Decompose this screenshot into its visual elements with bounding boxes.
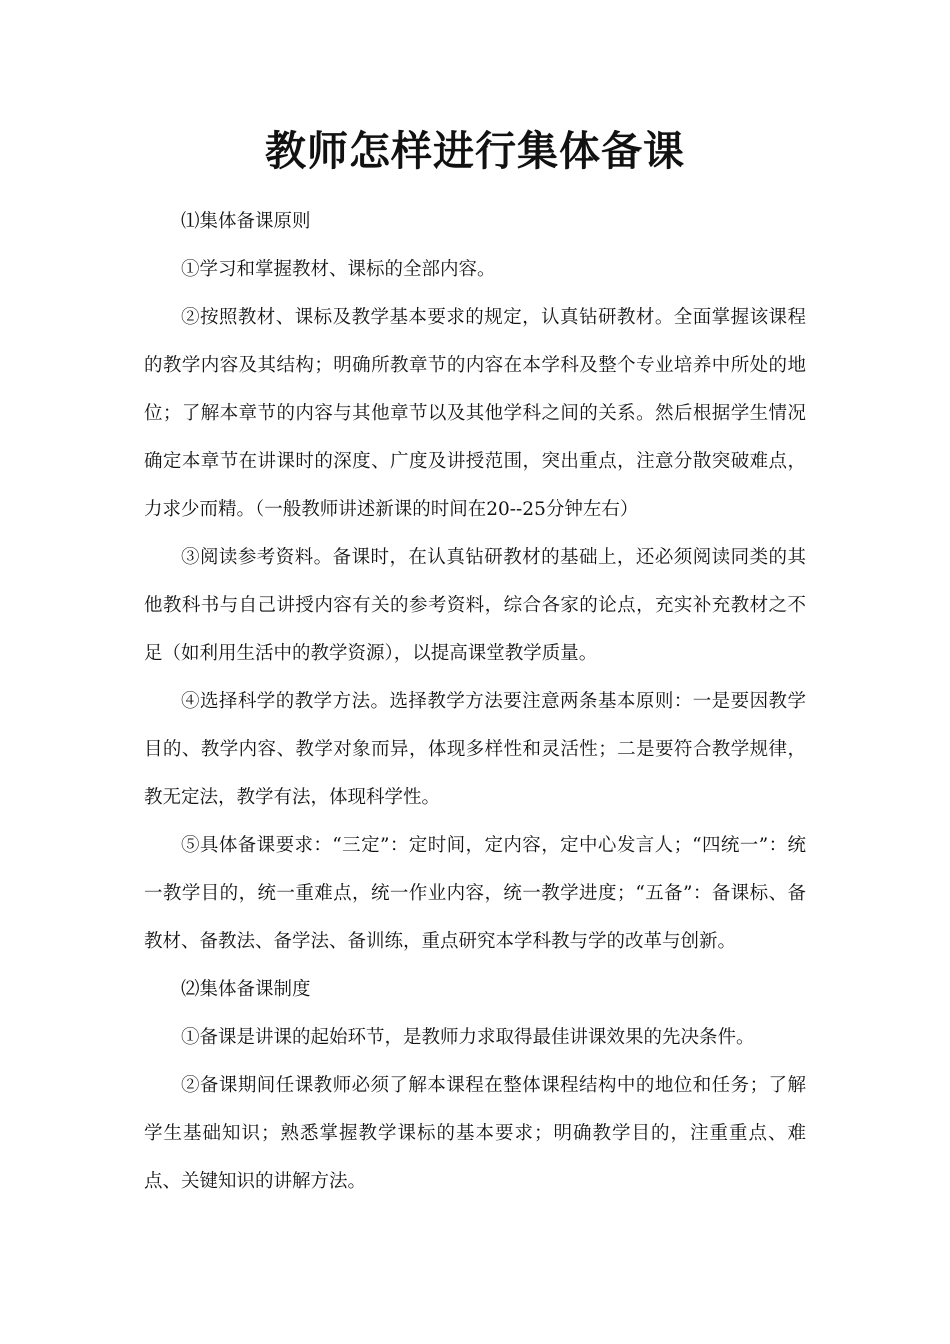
paragraph: ④选择科学的教学方法。选择教学方法要注意两条基本原则：一是要因教学目的、教学内容、教学对象而异，体现多样性和灵活性；二是要符合教学规律，教无定法，教学有法，体现科学性。 <box>144 691 806 808</box>
paragraph: ②备课期间任课教师必须了解本课程在整体课程结构中的地位和任务；了解学生基础知识；熟悉掌握教学课标的基本要求；明确教学目的，注重重点、难点、关键知识的讲解方法。 <box>144 1075 806 1192</box>
paragraph: ⑤具体备课要求：“三定”：定时间，定内容，定中心发言人；“四统一”：统一教学目的，统一重难点，统一作业内容，统一教学进度；“五备”：备课标、备教材、备教法、备学法、备训练，重点研究本学科教与学的改革与创新。 <box>144 835 806 952</box>
section-heading-system: ⑵集体备课制度 <box>181 979 311 1000</box>
paragraph: ③阅读参考资料。备课时，在认真钻研教材的基础上，还必须阅读同类的其他教科书与自己讲授内容有关的参考资料，综合各家的论点，充实补充教材之不足（如利用生活中的教学资源），以提高课堂教学质量。 <box>144 547 806 664</box>
section-heading-principles: ⑴集体备课原则 <box>181 211 311 232</box>
paragraph: ①学习和掌握教材、课标的全部内容。 <box>181 259 496 280</box>
document-title: 教师怎样进行集体备课 <box>265 127 685 175</box>
paragraph: ②按照教材、课标及教学基本要求的规定，认真钻研教材。全面掌握该课程的教学内容及其结构；明确所教章节的内容在本学科及整个专业培养中所处的地位；了解本章节的内容与其他章节以及其他学科之间的关系。然后根据学生情况确定本章节在讲课时的深度、广度及讲授范围，突出重点，注意分散突破难点，力求少而精。（一般教师讲述新课的时间在20--25分钟左右） <box>144 307 806 520</box>
paragraph: ①备课是讲课的起始环节，是教师力求取得最佳讲课效果的先决条件。 <box>181 1027 755 1048</box>
